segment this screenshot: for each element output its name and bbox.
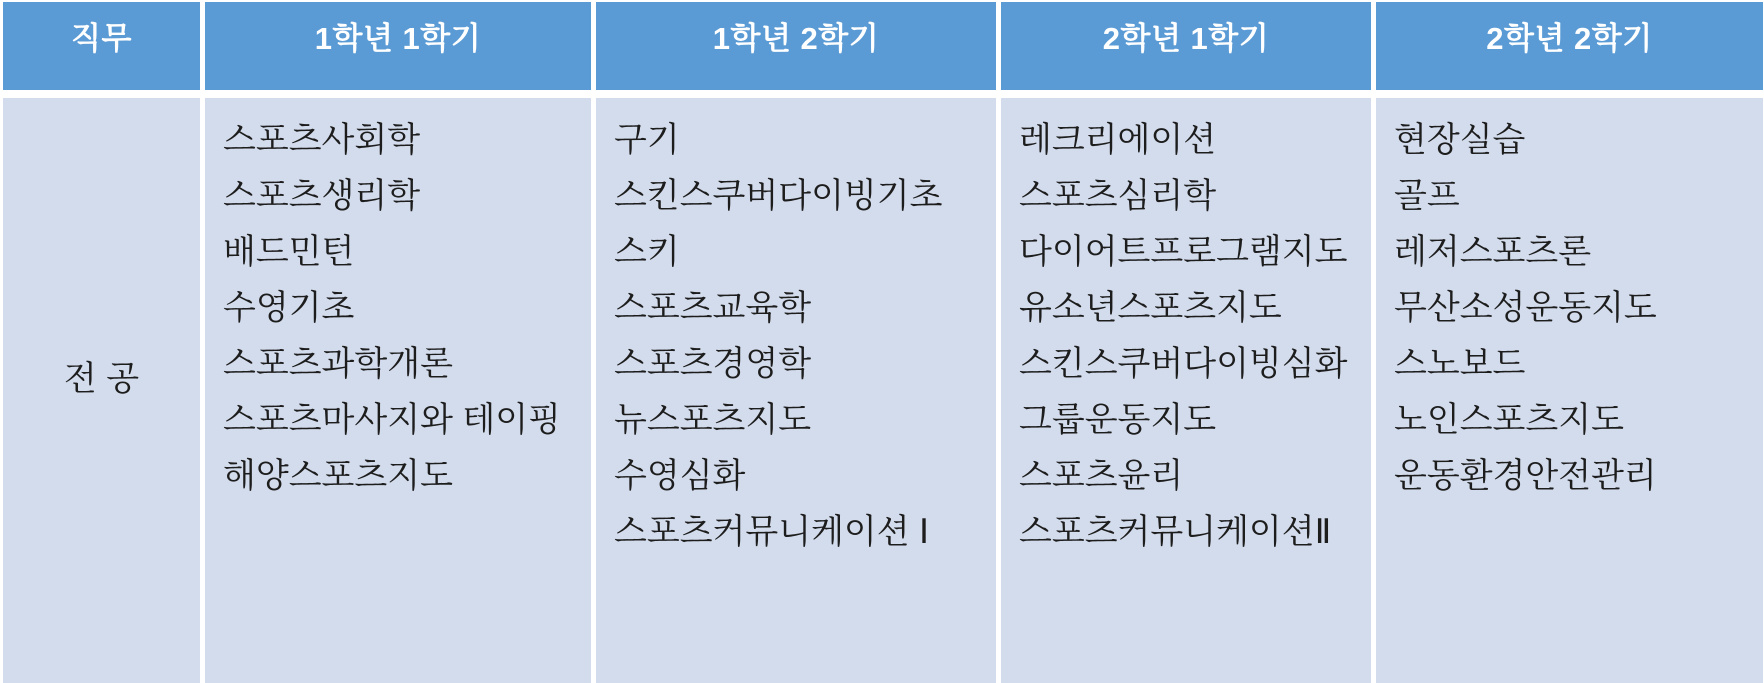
header-cell-year1-sem2: 1학년 2학기 — [596, 2, 996, 90]
course-item: 운동환경안전관리 — [1394, 456, 1657, 495]
course-item: 스포츠커뮤니케이션Ⅱ — [1019, 512, 1332, 551]
course-item: 스노보드 — [1394, 344, 1526, 383]
header-cell-year2-sem2: 2학년 2학기 — [1376, 2, 1763, 90]
course-item: 스포츠경영학 — [614, 344, 812, 383]
course-item: 스포츠커뮤니케이션 Ⅰ — [614, 512, 930, 551]
course-list-year2-sem1 — [1001, 98, 1371, 683]
course-item: 수영심화 — [614, 456, 746, 495]
course-item: 레크리에이션 — [1019, 120, 1217, 159]
course-item: 스포츠교육학 — [614, 288, 812, 327]
course-item: 노인스포츠지도 — [1394, 400, 1624, 439]
header-cell-year2-sem1: 2학년 1학기 — [1001, 2, 1371, 90]
course-item: 스킨스쿠버다이빙기초 — [614, 176, 943, 215]
course-item: 구기 — [614, 120, 680, 159]
course-item: 수영기초 — [223, 288, 355, 327]
course-item: 골프 — [1394, 176, 1460, 215]
course-item: 그룹운동지도 — [1019, 400, 1217, 439]
course-item: 스포츠사회학 — [223, 120, 421, 159]
course-item: 해양스포츠지도 — [223, 456, 453, 495]
header-cell-year1-sem1: 1학년 1학기 — [205, 2, 591, 90]
course-item: 스포츠윤리 — [1019, 456, 1184, 495]
course-list-year1-sem2 — [596, 98, 996, 683]
row-label-major: 전 공 — [3, 98, 200, 683]
course-item: 레저스포츠론 — [1394, 232, 1592, 271]
course-item: 스킨스쿠버다이빙심화 — [1019, 344, 1348, 383]
course-item: 스포츠과학개론 — [223, 344, 453, 383]
header-cell-duty: 직무 — [3, 2, 200, 90]
course-item: 스포츠마사지와 테이핑 — [223, 400, 561, 439]
course-item: 스포츠심리학 — [1019, 176, 1217, 215]
course-item: 스포츠생리학 — [223, 176, 421, 215]
course-item: 현장실습 — [1394, 120, 1526, 159]
course-item: 다이어트프로그램지도 — [1019, 232, 1348, 271]
course-list-year2-sem2 — [1376, 98, 1763, 683]
course-item: 배드민턴 — [223, 232, 355, 271]
course-item: 뉴스포츠지도 — [614, 400, 812, 439]
course-item: 유소년스포츠지도 — [1019, 288, 1282, 327]
course-list-year1-sem1 — [205, 98, 591, 683]
course-item: 스키 — [614, 232, 680, 271]
course-item: 무산소성운동지도 — [1394, 288, 1657, 327]
